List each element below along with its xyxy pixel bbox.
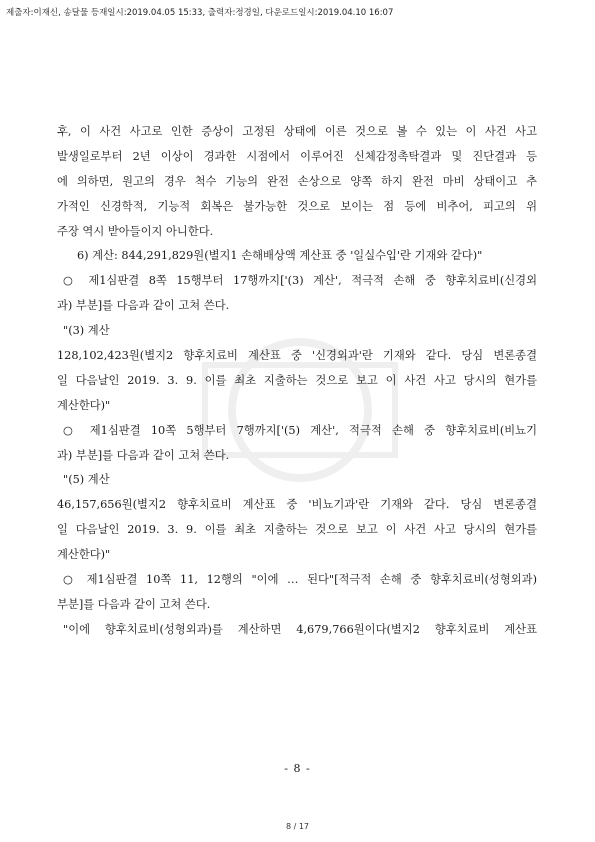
document-body (57, 120, 537, 643)
body-line: 46,157,656원(별지2 향후치료비 계산표 중 '비뇨기과'란 기재와 같다. 당심 변론종결 (57, 498, 537, 512)
body-line: ○ 제1심판결 10쪽 5행부터 7행까지['(5) 계산', 적극적 손해 중 향후치료비(비뇨기 (63, 423, 537, 437)
body-line: 후, 이 사건 사고로 인한 증상이 고정된 상태에 이른 것으로 볼 수 있는 이 사건 사고 (57, 125, 537, 138)
body-line: 일 다음날인 2019. 3. 9. 이를 최초 지출하는 것으로 보고 이 사건 사고 당시의 현가를 (57, 523, 537, 537)
body-line: 과) 부분]를 다음과 같이 고쳐 쓴다. (57, 299, 230, 313)
body-line: 부분]를 다음과 같이 고쳐 쓴다. (57, 597, 211, 611)
body-line: ○ 제1심판결 10쪽 11, 12행의 "이에 … 된다"[적극적 손해 중 향후치료비(성형외과) (63, 573, 537, 587)
body-line: "이에 향후치료비(성형외과)를 계산하면 4,679,766원이다(별지2 향후치료비 계산표 (63, 622, 537, 636)
body-line: "(5) 계산 (63, 473, 110, 487)
body-line: 6) 계산: 844,291,829원(별지1 손해배상액 계산표 중 '일실수입'란 기재와 같다)" (77, 249, 483, 263)
page-number-mark: - 8 - (284, 762, 311, 775)
body-line: 과) 부분]를 다음과 같이 고쳐 쓴다. (57, 448, 230, 462)
body-line: 발생일로부터 2년 이상이 경과한 시점에서 이루어진 신체감정촉탁결과 및 진단결과 등 (57, 149, 537, 163)
body-line: ○ 제1심판결 8쪽 15행부터 17행까지['(3) 계산', 적극적 손해 중 향후치료비(신경외 (63, 274, 537, 288)
body-line: 주장 역시 받아들이지 아니한다. (57, 224, 214, 238)
body-line: 에 의하면, 원고의 경우 척수 기능의 완전 손상으로 양쪽 하지 완전 마비 상태이고 추 (57, 174, 537, 188)
body-line: 계산한다)" (57, 398, 111, 412)
body-line: 일 다음날인 2019. 3. 9. 이를 최초 지출하는 것으로 보고 이 사건 사고 당시의 현가를 (57, 373, 537, 387)
body-line: "(3) 계산 (63, 324, 110, 338)
body-line: 128,102,423원(별지2 향후치료비 계산표 중 '신경외과'란 기재와 같다. 당심 변론종결 (57, 349, 537, 363)
page-counter: 8 / 17 (285, 822, 310, 831)
body-line: 계산한다)" (57, 548, 111, 562)
document-header: 제출자:이재신, 송달물 등재일시:2019.04.05 15:33, 출력자:정경일, 다운로드일시:2019.04.10 16:07 (6, 8, 394, 18)
body-line: 가적인 신경학적, 기능적 회복은 불가능한 것으로 보이는 점 등에 비추어, 피고의 위 (57, 199, 537, 213)
